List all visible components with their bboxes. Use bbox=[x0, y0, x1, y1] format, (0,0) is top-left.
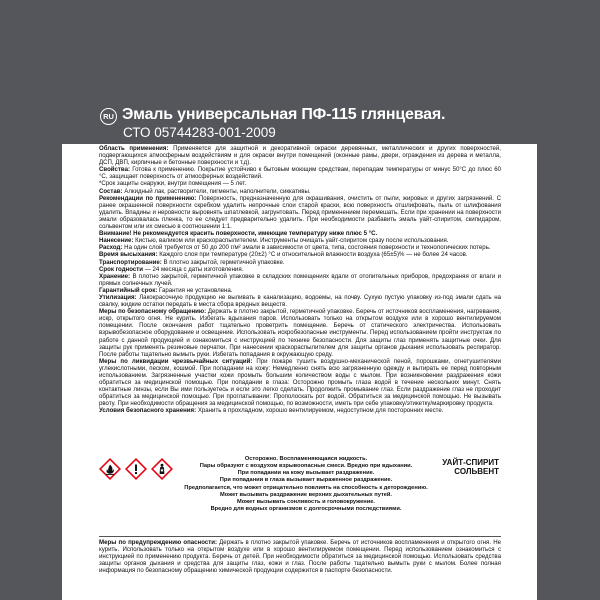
section-protection-term: *Срок защиты снаружи, внутри помещения — 5 лет. bbox=[99, 180, 247, 188]
section-safe-storage: Условия безопасного хранения: Хранить в прохладном, хорошо вентилируемом, недоступном для посторонних месте. bbox=[99, 407, 444, 415]
hazard-block bbox=[99, 456, 501, 534]
hazard-line: При попадании в глаза вызывает выраженное раздражение. bbox=[219, 477, 393, 484]
right-band bbox=[537, 68, 600, 600]
hazardous-components: УАЙТ-СПИРИТ СОЛЬВЕНТ bbox=[442, 458, 499, 476]
section-application-method: Нанесение: Кистью, валиком или краскораспылителем. Инструменты очищать уайт-спиритом сразу после использования. bbox=[99, 237, 449, 245]
section-recommendations: Рекомендации по применению: Поверхность, предназначенную для окрашивания, очистить от пыли, жировых и других загрязнений. С ранее окрашенной поверхности скребком удалить непрочные слои старой краски, всю поверхность отшлифовать, пыль от шлифования удалить. Впадины и неровности выровнять шпатлевкой, загрунтовать. Перед применением перемешать. Если при хранении на поверхности эмали образовалась пленка, то ее следует предварительно удалить. При необходимости разбавить эмаль уайт-спиритом, скипидаром, сольвентом или их смесью в соотношении 1:1. bbox=[99, 194, 501, 231]
precautions-text: Меры по предупреждению опасности: Держать в плотно закрытой упаковке. Беречь от источников воспламенения и открытого огня. Не курить. Использовать только на открытом воздухе или в хорошо вентилируемом помещении. Перед использованием ознакомиться с инструкцией по применению продукта. Беречь от детей. При необходимости обратиться за медицинской помощью. Использовать средства защиты органов дыхания и средства для защиты глаз, кожи и глаз. После работы тщательно вымыть руки с мылом. Более полная информация по безопасному обращению химической продукции содержится в паспорте безопасности. bbox=[99, 539, 501, 575]
hazard-line: Осторожно. Воспламеняющаяся жидкость. bbox=[244, 456, 368, 462]
section-disposal: Утилизация: Лакокрасочную продукцию не выливать в канализацию, водоемы, на почву. Сухую пустую упаковку из-под эмали сдать на свалку, жидкие остатки передать в места сбора вредных веществ. bbox=[99, 293, 501, 309]
top-band bbox=[0, 0, 600, 68]
hazard-line: Может вызывать сонливость и головокружение. bbox=[237, 498, 375, 505]
section-warranty: Гарантийный срок: Гарантия не установлена. bbox=[99, 286, 233, 294]
hazard-line: Вредно для водных организмов с долгосрочными последствиями. bbox=[210, 506, 402, 513]
section-storage: Хранение: В плотно закрытой, герметичной упаковке в складских помещениях вдали от отопительных приборов, предохраняя от влаги и прямых солнечных лучей. bbox=[99, 272, 501, 287]
section-emergency: Меры по ликвидации чрезвычайных ситуаций: При пожаре тушить воздушно-механической пеной, порошками, огнетушителями углекислотными, песком, кошмой. При попадании на кожу: Немедленно снять всю загрязненную одежду и вытирать ее перед повторным использованием. Загрязненные участки кожи промыть большим количеством воды с мылом. При возникновении раздражения кожи обратиться за медицинской помощью. При попадании в глаза: Осторожно промыть глаза водой в течение нескольких минут. Снять контактные линзы, если Вы ими пользуетесь и если это легко сделать. Продолжить промывание глаз. Если раздражение глаз не проходит обратиться за медицинской помощью. При проглатывании: Прополоскать рот водой. Обратиться за медицинской помощью. Не вызывать рвоту. При необходимости обращения за медицинской помощью, по возможности, иметь при себе упаковку/этикетку/маркировку продукта. bbox=[99, 357, 501, 408]
health-hazard-icon bbox=[151, 458, 173, 480]
label-content bbox=[62, 144, 537, 600]
section-shelf-life: Срок годности — 24 месяца с даты изготовления. bbox=[99, 265, 244, 273]
standard-code: СТО 05744283-001-2009 bbox=[123, 125, 276, 140]
section-drying-time: Время высыхания: Каждого слоя при температуре (20±2) °С и относительной влажности воздуха (65±5)% — не более 24 часов. bbox=[99, 251, 468, 259]
label-header bbox=[62, 68, 537, 144]
section-properties: Свойства: Готова к применению. Покрытие устойчиво к бытовым моющим средствам, перепадам температуры от минус 50°С до плюс 60 °С, защищает поверхность от атмосферных воздействий. bbox=[99, 166, 501, 181]
ghs-pictograms bbox=[99, 458, 175, 482]
flame-icon bbox=[99, 458, 121, 480]
hazard-line: Предполагается, что может отрицательно повлиять на способность к деторождению. bbox=[184, 484, 428, 491]
product-title: Эмаль универсальная ПФ-115 глянцевая. bbox=[122, 106, 446, 123]
hazard-line: Пары образуют с воздухом взрывоопасные смеси. Вредно при вдыхании. bbox=[199, 463, 413, 470]
hazard-line: При попадании на кожу вызывает раздражение. bbox=[237, 470, 375, 477]
instructions-text bbox=[99, 145, 501, 415]
section-application: Область применения: Применяется для защитной и декоративной окраски деревянных, металлических и других поверхностей, подвергающихся атмосферным воздействиям и для окраски внутри помещений (оконные рамы, двери, ограждения из дерева и металла, ДСП, ДВП, кирпичные и бетонные поверхности и т.д). bbox=[99, 145, 501, 167]
section-consumption: Расход: На один слой требуется от 50 до 200 г/м² эмали в зависимости от цвета, типа, состояния поверхности и технологических потерь. bbox=[99, 244, 491, 252]
left-band bbox=[0, 68, 62, 600]
exclamation-icon bbox=[125, 458, 147, 480]
ru-badge-icon: RU bbox=[100, 108, 117, 125]
section-attention: Внимание! Не рекомендуется красить поверхности, имеющие температуру ниже плюс 5 °С. bbox=[99, 230, 378, 238]
hazard-statements bbox=[171, 456, 441, 513]
section-transport: Транспортирование: В плотно закрытой, герметичной упаковке. bbox=[99, 258, 285, 266]
section-safe-handling: Меры по безопасному обращению: Держать в плотно закрытой, герметичной упаковке. Беречь от источников воспламенения, нагревания, искр, открытого огня. Не курить. Избегать вдыхания паров. Использовать только на открытом воздухе или в хорошо вентилируемом помещении. После окончания работ тщательно проветрить помещение. Беречь от статического электричества. Использовать взрывобезопасное оборудование и освещение. Использовать искробезопасные инструменты. Перед использованием пройти инструктаж по работе с данной продукцией и ознакомиться с инструкцией по технике безопасности. Для защиты глаз применять защитные очки. Для защиты рук применять резиновые перчатки. При нанесении краскораспылителем для защиты органов дыхания использовать респиратор. После работы тщательно вымыть руки. Избегать попадания в окружающую среду. bbox=[99, 308, 501, 358]
divider bbox=[99, 536, 501, 537]
hazard-line: Может вызывать раздражение верхних дыхательных путей. bbox=[219, 491, 392, 498]
section-composition: Состав: Алкидный лак, растворители, пигменты, наполнители, сиккативы. bbox=[99, 187, 311, 195]
